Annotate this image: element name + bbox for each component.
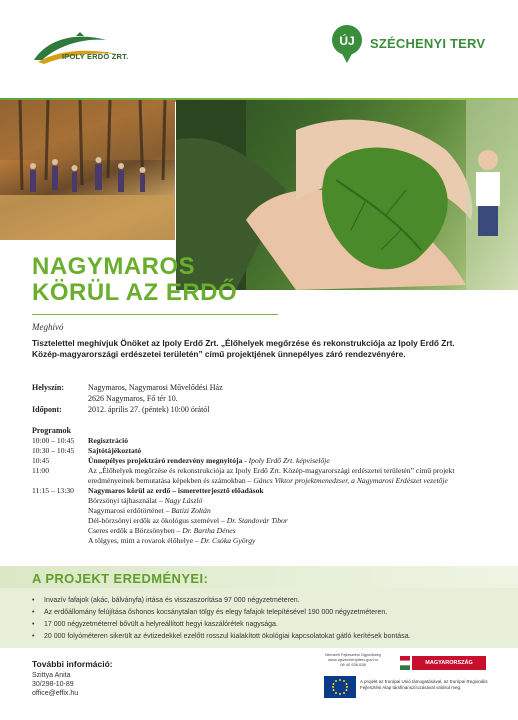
- page-title: [32, 254, 237, 306]
- more-info-title: További információ:: [32, 659, 113, 669]
- agency-line-3: 06 40 638 638: [340, 662, 366, 667]
- program-speaker: Gáncs Viktor projektmenedzser, a Nagymarosi Erdészet vezetője: [253, 476, 448, 485]
- program-description: Dél-börzsönyi erdők az ökológus szemével –: [88, 516, 227, 525]
- program-row: [32, 466, 482, 486]
- program-description: Cseres erdők a Börzsönyben –: [88, 526, 183, 535]
- results-list: [32, 595, 502, 643]
- program-text: [88, 436, 482, 446]
- title-line-2: KÖRÜL AZ ERDŐ: [32, 279, 238, 306]
- title-line-1: NAGYMAROS: [32, 253, 196, 280]
- invitation-label: Meghívó: [32, 322, 64, 332]
- contact-phone: 30/298-10-89: [32, 681, 74, 688]
- invitation-intro: Tisztelettel meghívjuk Önöket az Ipoly Erdő Zrt. „Élőhelyek megőrzése és rekonstrukciója az Ipoly Erdő Zrt. Közép-magyarországi erdészetei területén” című projektjének ünnepélyes záró rendezvényére.: [32, 338, 455, 359]
- program-row: [32, 446, 482, 456]
- program-text: [88, 536, 482, 546]
- program-row: [32, 506, 482, 516]
- forest-photo-art: [0, 100, 175, 240]
- program-time: 10:00 – 10:45: [32, 436, 75, 445]
- programs-title: Programok: [32, 426, 71, 435]
- eu-flag-icon: [324, 676, 356, 698]
- hungarian-flag-icon: [400, 656, 410, 670]
- program-title: Ünnepélyes projektzáró rendezvény megnyitója: [88, 456, 243, 465]
- program-speaker: Dr. Standovár Tibor: [226, 516, 288, 525]
- page-header: [0, 0, 518, 100]
- contact-info: [32, 660, 113, 698]
- szechenyi-terv-text: SZÉCHENYI TERV: [370, 36, 486, 51]
- program-row: [32, 536, 482, 546]
- program-text: [88, 456, 482, 466]
- date-value: 2012. április 27. (péntek) 10:00 órától: [88, 405, 210, 414]
- program-row: [32, 496, 482, 506]
- program-description: Börzsönyi tájhasználat –: [88, 496, 165, 505]
- programs-list: [32, 436, 482, 546]
- result-item: • 17 000 négyzetméterrel bővült a helyreállított hegyi kaszálórétek nagysága.: [32, 619, 502, 631]
- program-speaker: Nagy László: [164, 496, 203, 505]
- program-row: [32, 526, 482, 536]
- result-item: • Az erdőállomány felújítása őshonos kocsánytalan tölgy és elegy fafajok telepítésével 190 000 négyzetméteren.: [32, 607, 502, 619]
- szechenyi-badge-text: ÚJ: [339, 34, 355, 48]
- program-text: [88, 506, 482, 516]
- program-time: 11:15 – 13:30: [32, 486, 74, 495]
- program-speaker: Ipoly Erdő Zrt. képviselője: [248, 456, 330, 465]
- program-speaker: Dr. Csóka György: [200, 536, 256, 545]
- title-divider: [32, 314, 278, 315]
- venue-line-1: Nagymaros, Nagymarosi Művelődési Ház: [88, 383, 223, 392]
- program-text: [88, 466, 482, 486]
- map-pin-icon: [330, 24, 364, 64]
- program-row: [32, 436, 482, 446]
- agency-badge: [318, 652, 388, 667]
- result-item: • Invazív fafajok (akác, bálványfa) irtása és visszaszorítása 97 000 négyzetméteren.: [32, 595, 502, 607]
- agency-line-1: Nemzeti Fejlesztési Ügynökség: [325, 652, 381, 657]
- program-time: 10:45: [32, 456, 50, 465]
- program-text: [88, 526, 482, 536]
- program-row: [32, 516, 482, 526]
- ipoly-logo-text: IPOLY ERDŐ ZRT.: [62, 52, 129, 61]
- program-title: Sajtótájékoztató: [88, 446, 142, 455]
- ipoly-erdo-logo: [28, 30, 138, 72]
- magyarorszag-megujul-badge: [400, 656, 486, 680]
- program-row: [32, 456, 482, 466]
- program-description: A tölgyes, mint a rovarok élőhelye –: [88, 536, 201, 545]
- eu-support-text: A projekt az Európai Unió támogatásával, az Európai Regionális Fejlesztési Alap társfinanszírozásával valósul meg.: [360, 679, 488, 690]
- program-text: [88, 516, 482, 526]
- contact-name: Szittya Anita: [32, 672, 71, 679]
- date-label: Időpont:: [32, 405, 62, 414]
- forest-hikers-photo: [0, 100, 175, 240]
- program-time: 10:30 – 10:45: [32, 446, 75, 455]
- contact-email[interactable]: office@effix.hu: [32, 690, 79, 697]
- agency-line-2[interactable]: www.ujszechenyiterv.gov.hu: [328, 657, 378, 662]
- program-text: [88, 496, 482, 506]
- venue-line-2: 2626 Nagymaros, Fő tér 10.: [88, 394, 178, 403]
- program-description: -: [242, 456, 249, 465]
- program-text: [88, 446, 482, 456]
- program-text: [88, 486, 482, 496]
- program-description: Az „Élőhelyek megőrzése és rekonstrukciója az Ipoly Erdő Zrt. Közép-magyarországi erdészetei területén” című projekt eredményeinek bemutatása képekben és számokban –: [88, 466, 455, 485]
- results-title: A PROJEKT EREDMÉNYEI:: [32, 571, 209, 586]
- program-title: Nagymaros körül az erdő – ismeretterjesztő előadások: [88, 486, 264, 495]
- magyarorszag-megujul-text: MAGYARORSZÁG MEGÚJUL: [412, 656, 486, 670]
- result-item: • 20 000 folyóméteren sikerült az évtizedekkel ezelőtt rosszul kialakított ökológiai kapcsolatokat gátló kerítések bontása.: [32, 631, 502, 643]
- program-speaker: Batizi Zoltán: [171, 506, 211, 515]
- program-description: Nagymarosi erdőtörténet –: [88, 506, 172, 515]
- program-title: Regisztráció: [88, 436, 129, 445]
- program-time: 11:00: [32, 466, 50, 475]
- program-row: [32, 486, 482, 496]
- program-speaker: Dr. Bartha Dénes: [182, 526, 236, 535]
- venue-label: Helyszín:: [32, 383, 64, 392]
